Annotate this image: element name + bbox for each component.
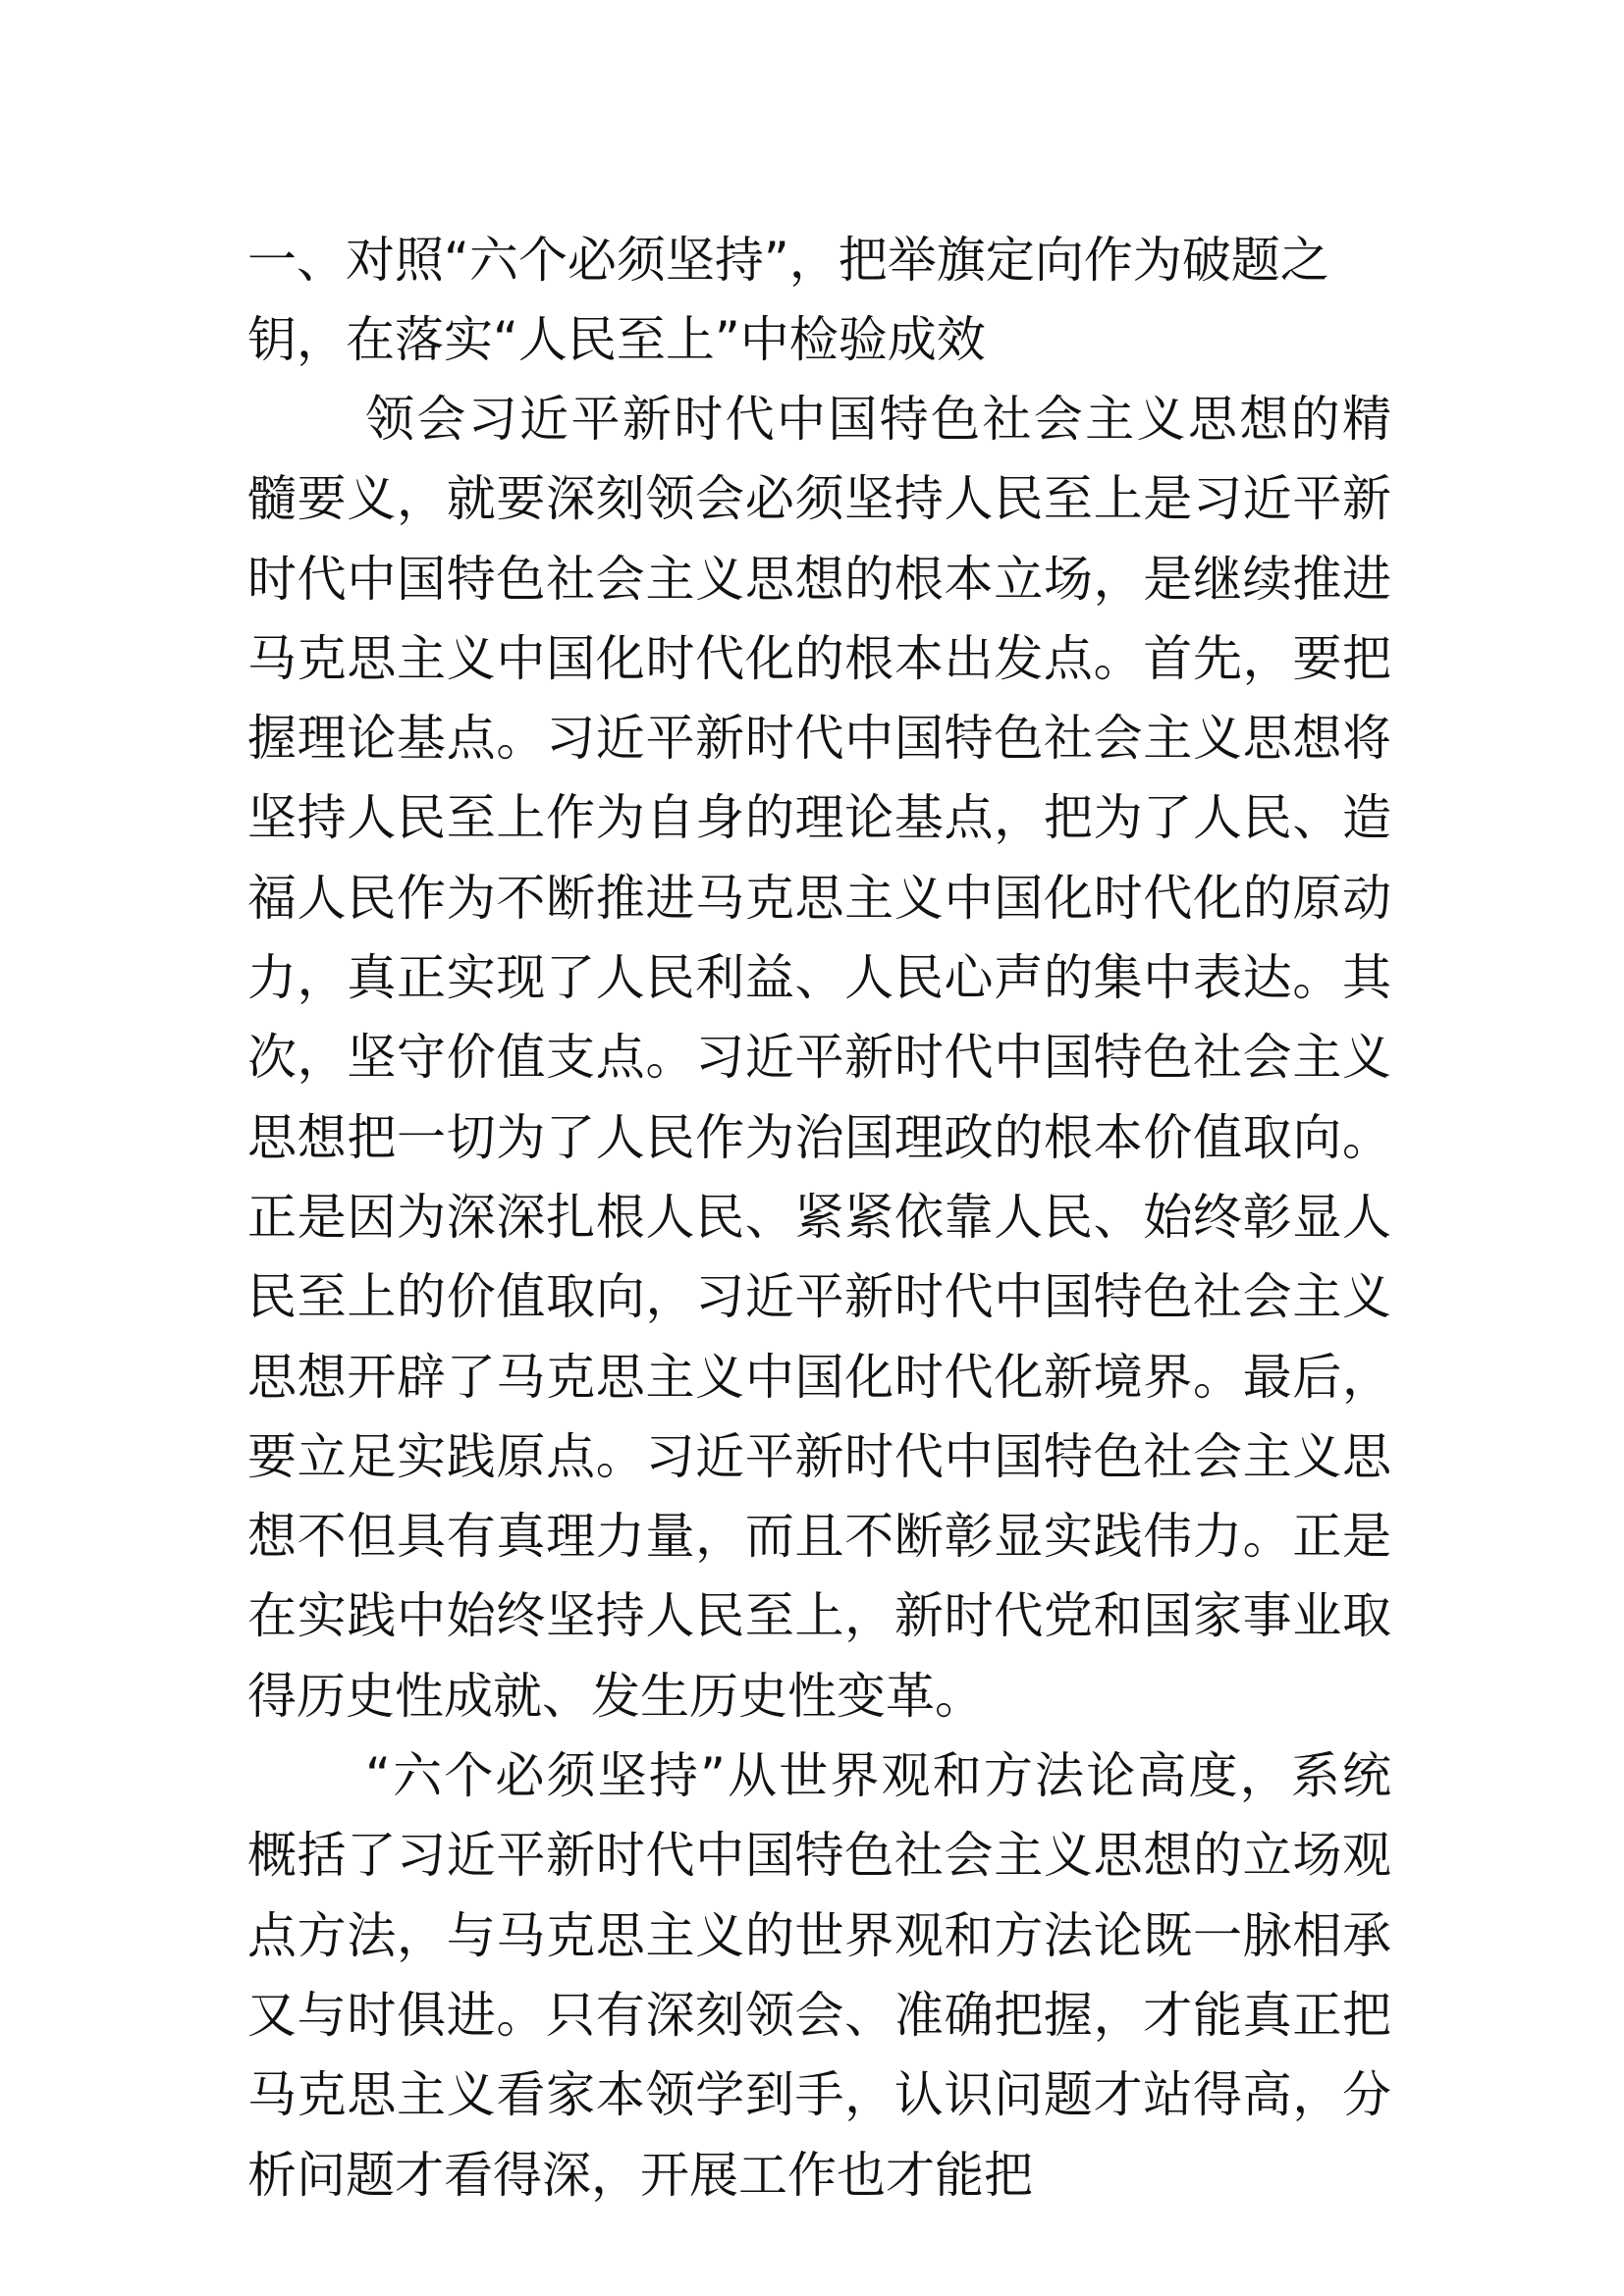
- body-paragraph-1: 领会习近平新时代中国特色社会主义思想的精髓要义，就要深刻领会必须坚持人民至上是习近平新时代中国特色社会主义思想的根本立场，是继续推进马克思主义中国化时代化的根本出发点。首先，要把握理论基点。习近平新时代中国特色社会主义思想将坚持人民至上作为自身的理论基点，把为了人民、造福人民作为不断推进马克思主义中国化时代化的原动力，真正实现了人民利益、人民心声的集中表达。其次，坚守价值支点。习近平新时代中国特色社会主义思想把一切为了人民作为治国理政的根本价值取向。正是因为深深扎根人民、紧紧依靠人民、始终彰显人民至上的价值取向，习近平新时代中国特色社会主义思想开辟了马克思主义中国化时代化新境界。最后，要立足实践原点。习近平新时代中国特色社会主义思想不但具有真理力量，而且不断彰显实践伟力。正是在实践中始终坚持人民至上，新时代党和国家事业取得历史性成就、发生历史性变革。: [247, 391, 1391, 1725]
- body-paragraph-2: “六个必须坚持”从世界观和方法论高度，系统概括了习近平新时代中国特色社会主义思想的立场观点方法，与马克思主义的世界观和方法论既一脉相承又与时俱进。只有深刻领会、准确把握，才能真正把马克思主义看家本领学到手，认识问题才站得高，分析问题才看得深，开展工作也才能把: [247, 1747, 1391, 2204]
- section-heading: 一、对照“六个必须坚持”，把举旗定向作为破题之钥，在落实“人民至上”中检验成效: [247, 232, 1329, 368]
- document-page: [247, 221, 1391, 2216]
